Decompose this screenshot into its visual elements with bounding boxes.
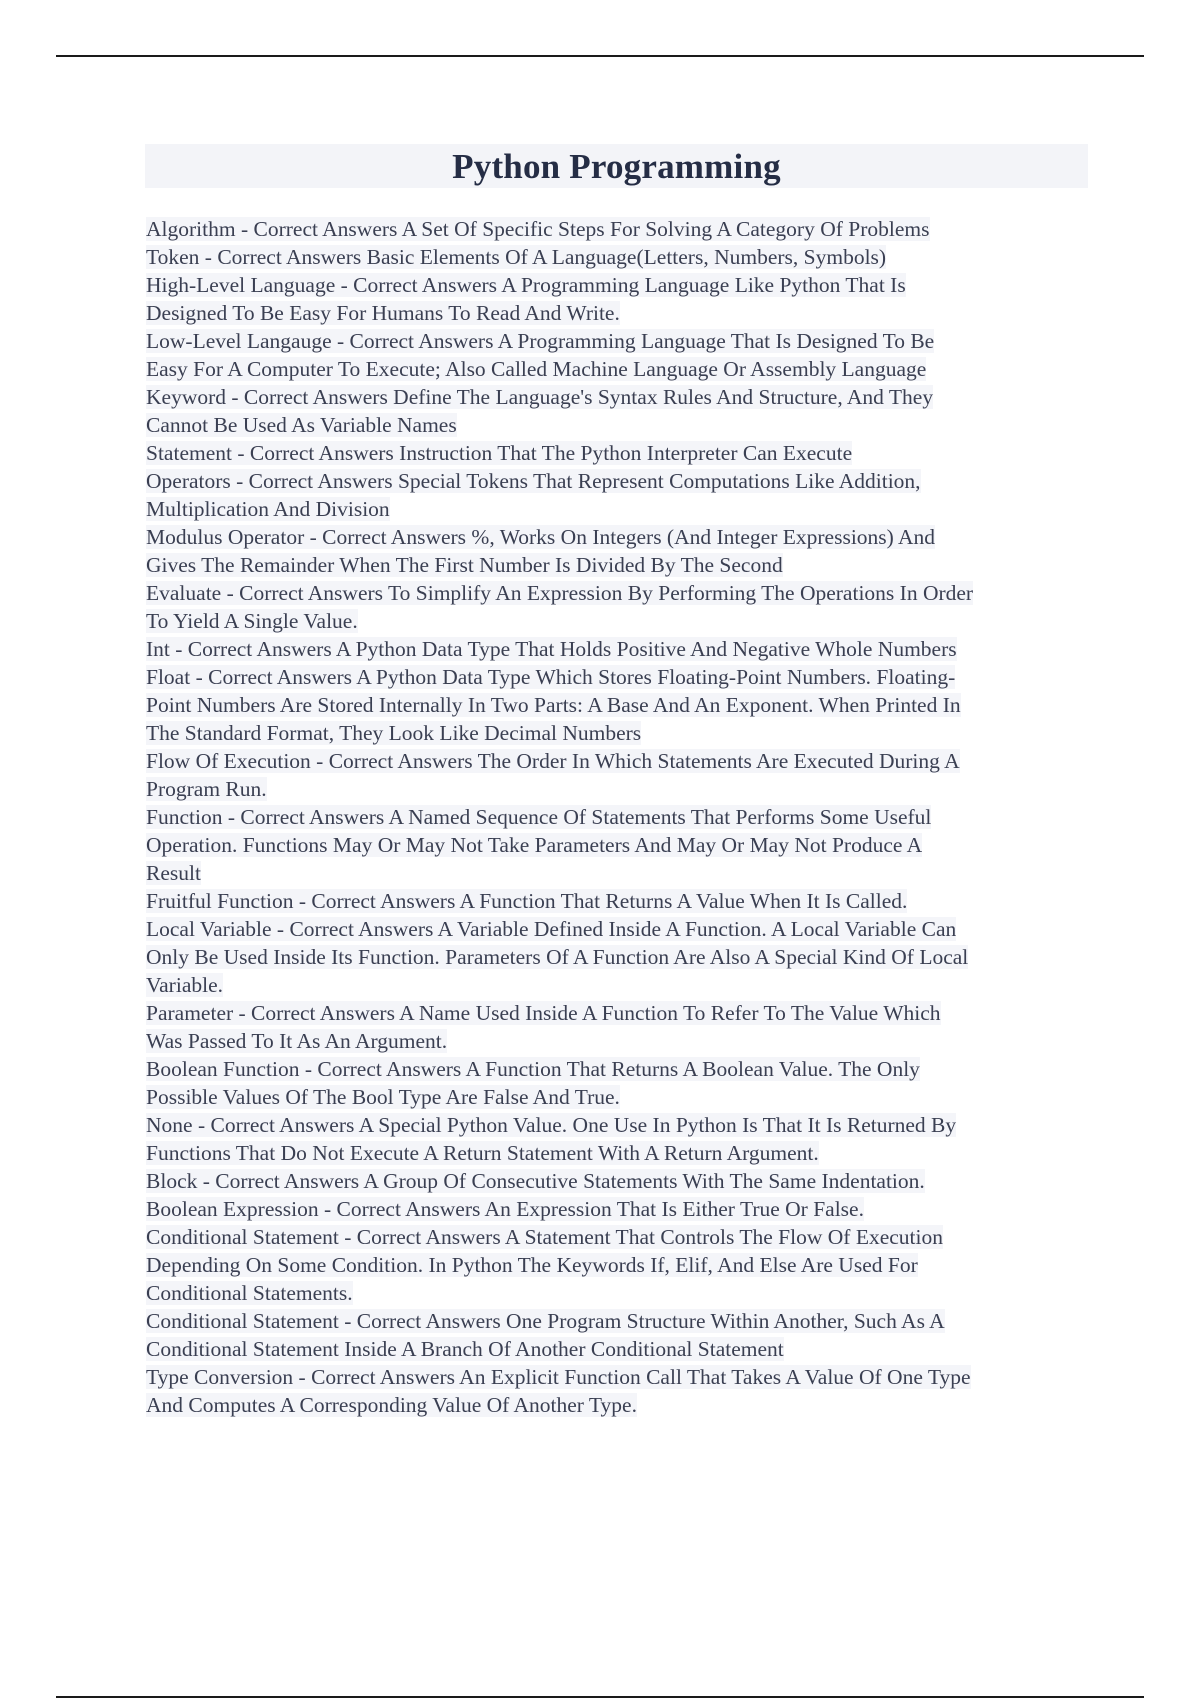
text-line <box>146 831 1096 859</box>
text-line <box>146 803 1096 831</box>
text-line <box>146 215 1096 243</box>
text-line-content: Int - Correct Answers A Python Data Type That Holds Positive And Negative Whole Numbers <box>146 637 957 661</box>
text-line <box>146 467 1096 495</box>
text-line-content: Multiplication And Division <box>146 497 390 521</box>
text-line-content: Evaluate - Correct Answers To Simplify An Expression By Performing The Operations In Order <box>146 581 974 605</box>
bottom-rule <box>56 1696 1144 1698</box>
text-line <box>146 411 1096 439</box>
text-line-content: Gives The Remainder When The First Number Is Divided By The Second <box>146 553 783 577</box>
text-line <box>146 327 1096 355</box>
text-line-content: Statement - Correct Answers Instruction That The Python Interpreter Can Execute <box>146 441 853 465</box>
text-line-content: Block - Correct Answers A Group Of Consecutive Statements With The Same Indentation. <box>146 1169 925 1193</box>
text-line-content: Possible Values Of The Bool Type Are False And True. <box>146 1085 620 1109</box>
text-line-content: And Computes A Corresponding Value Of Another Type. <box>146 1393 637 1417</box>
text-line-content: High-Level Language - Correct Answers A Programming Language Like Python That Is <box>146 273 906 297</box>
text-line-content: Functions That Do Not Execute A Return Statement With A Return Argument. <box>146 1141 819 1165</box>
text-line-content: Local Variable - Correct Answers A Variable Defined Inside A Function. A Local Variable Can <box>146 917 957 941</box>
text-line <box>146 607 1096 635</box>
text-line-content: Operators - Correct Answers Special Tokens That Represent Computations Like Addition, <box>146 469 921 493</box>
text-line <box>146 523 1096 551</box>
text-line <box>146 439 1096 467</box>
text-line-content: Conditional Statement - Correct Answers A Statement That Controls The Flow Of Execution <box>146 1225 943 1249</box>
document-body <box>146 215 1096 1419</box>
text-line <box>146 1083 1096 1111</box>
text-line-content: The Standard Format, They Look Like Decimal Numbers <box>146 721 642 745</box>
text-line-content: Low-Level Langauge - Correct Answers A Programming Language That Is Designed To Be <box>146 329 935 353</box>
text-line <box>146 299 1096 327</box>
text-line-content: Variable. <box>146 973 224 997</box>
text-line-content: Designed To Be Easy For Humans To Read And Write. <box>146 301 620 325</box>
text-line-content: Only Be Used Inside Its Function. Parameters Of A Function Are Also A Special Kind Of Local <box>146 945 969 969</box>
text-line <box>146 243 1096 271</box>
text-line <box>146 1363 1096 1391</box>
text-line-content: Conditional Statement - Correct Answers One Program Structure Within Another, Such As A <box>146 1309 945 1333</box>
text-line-content: Easy For A Computer To Execute; Also Called Machine Language Or Assembly Language <box>146 357 927 381</box>
text-line-content: Flow Of Execution - Correct Answers The Order In Which Statements Are Executed During A <box>146 749 960 773</box>
text-line <box>146 971 1096 999</box>
text-line <box>146 383 1096 411</box>
text-line <box>146 691 1096 719</box>
page-title: Python Programming <box>452 146 781 186</box>
text-line <box>146 1279 1096 1307</box>
text-line-content: Operation. Functions May Or May Not Take Parameters And May Or May Not Produce A <box>146 833 923 857</box>
text-line <box>146 1251 1096 1279</box>
text-line-content: Token - Correct Answers Basic Elements Of A Language(Letters, Numbers, Symbols) <box>146 245 887 269</box>
text-line <box>146 635 1096 663</box>
text-line <box>146 1195 1096 1223</box>
text-line-content: Float - Correct Answers A Python Data Type Which Stores Floating-Point Numbers. Floating- <box>146 665 956 689</box>
text-line-content: Function - Correct Answers A Named Sequence Of Statements That Performs Some Useful <box>146 805 932 829</box>
text-line <box>146 663 1096 691</box>
text-line <box>146 943 1096 971</box>
text-line <box>146 355 1096 383</box>
text-line-content: Cannot Be Used As Variable Names <box>146 413 457 437</box>
text-line-content: Depending On Some Condition. In Python The Keywords If, Elif, And Else Are Used For <box>146 1253 918 1277</box>
text-line <box>146 579 1096 607</box>
text-line-content: Algorithm - Correct Answers A Set Of Specific Steps For Solving A Category Of Problems <box>146 217 930 241</box>
text-line-content: Was Passed To It As An Argument. <box>146 1029 448 1053</box>
text-line <box>146 1027 1096 1055</box>
text-line <box>146 551 1096 579</box>
text-line-content: To Yield A Single Value. <box>146 609 358 633</box>
text-line <box>146 1307 1096 1335</box>
text-line-content: Conditional Statements. <box>146 1281 353 1305</box>
top-rule <box>56 55 1144 57</box>
text-line <box>146 495 1096 523</box>
text-line-content: Result <box>146 861 201 885</box>
text-line-content: Conditional Statement Inside A Branch Of Another Conditional Statement <box>146 1337 784 1361</box>
text-line <box>146 1335 1096 1363</box>
text-line <box>146 747 1096 775</box>
text-line <box>146 1111 1096 1139</box>
text-line <box>146 1055 1096 1083</box>
text-line <box>146 1139 1096 1167</box>
text-line <box>146 1391 1096 1419</box>
text-line <box>146 775 1096 803</box>
text-line-content: Keyword - Correct Answers Define The Language's Syntax Rules And Structure, And They <box>146 385 934 409</box>
text-line-content: Modulus Operator - Correct Answers %, Works On Integers (And Integer Expressions) And <box>146 525 936 549</box>
text-line <box>146 719 1096 747</box>
text-line-content: Point Numbers Are Stored Internally In Two Parts: A Base And An Exponent. When Printed In <box>146 693 961 717</box>
text-line <box>146 887 1096 915</box>
text-line <box>146 1167 1096 1195</box>
text-line-content: Program Run. <box>146 777 267 801</box>
title-band <box>145 144 1088 188</box>
text-line-content: Fruitful Function - Correct Answers A Function That Returns A Value When It Is Called. <box>146 889 908 913</box>
text-line-content: None - Correct Answers A Special Python Value. One Use In Python Is That It Is Returned By <box>146 1113 957 1137</box>
text-line <box>146 1223 1096 1251</box>
text-line <box>146 859 1096 887</box>
text-line-content: Boolean Function - Correct Answers A Function That Returns A Boolean Value. The Only <box>146 1057 920 1081</box>
text-line-content: Boolean Expression - Correct Answers An Expression That Is Either True Or False. <box>146 1197 864 1221</box>
text-line <box>146 271 1096 299</box>
text-line-content: Type Conversion - Correct Answers An Explicit Function Call That Takes A Value Of One Type <box>146 1365 971 1389</box>
text-line-content: Parameter - Correct Answers A Name Used Inside A Function To Refer To The Value Which <box>146 1001 941 1025</box>
text-line <box>146 915 1096 943</box>
text-line <box>146 999 1096 1027</box>
